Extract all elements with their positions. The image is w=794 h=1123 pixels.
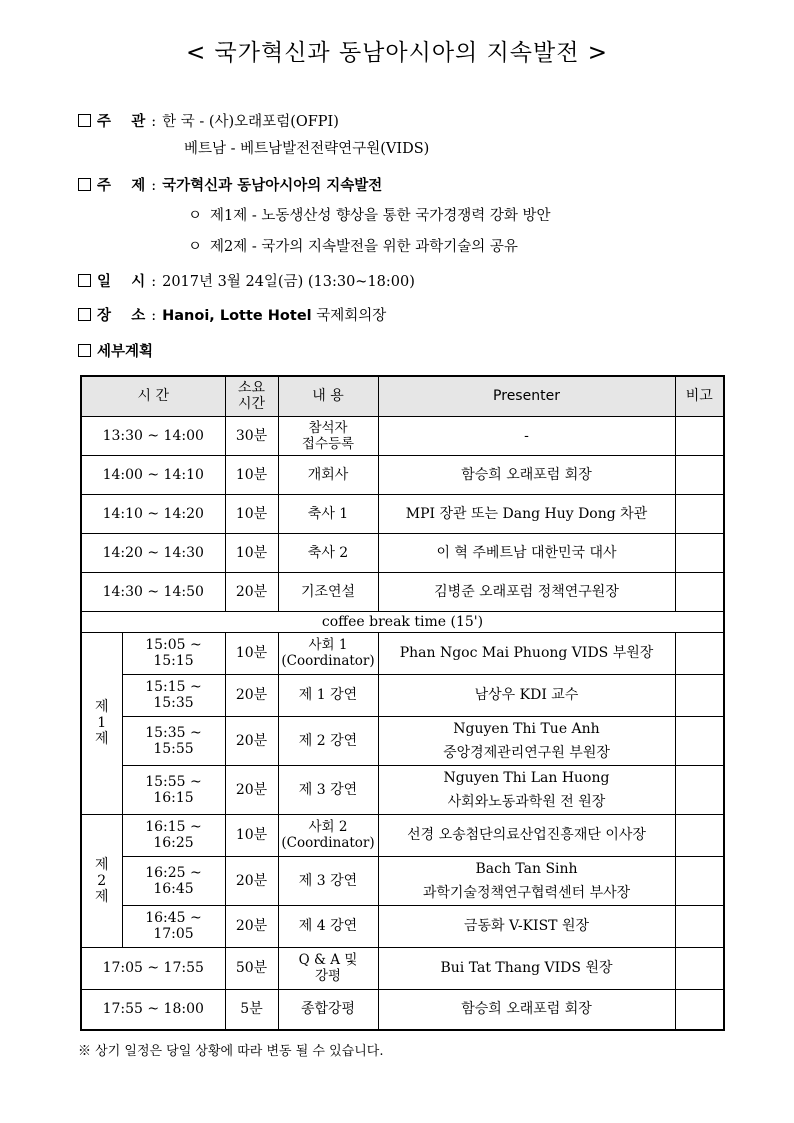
table-row: 17:05 ~ 17:55 50분 Q & A 및 강평 Bui Tat Thang VIDS 원장 xyxy=(81,947,724,989)
theme-sub1: 제1제 - 노동생산성 향상을 통한 국가경쟁력 강화 방안 xyxy=(210,208,551,224)
checkbox-square-icon xyxy=(78,274,91,287)
table-row: 13:30 ~ 14:00 30분 참석자 접수등록 - xyxy=(81,416,724,455)
header-note: 비고 xyxy=(675,376,724,416)
checkbox-square-icon xyxy=(78,178,91,191)
header-time: 시 간 xyxy=(81,376,225,416)
bullet-circle-icon: ㅇ xyxy=(188,208,203,224)
table-row: 14:10 ~ 14:20 10분 축사 1 MPI 장관 또는 Dang Huy Dong 차관 xyxy=(81,494,724,533)
host-vietnam: 베트남 - 베트남발전전략연구원(VIDS) xyxy=(184,141,430,157)
schedule-table xyxy=(80,375,725,1031)
session2-label: 제 2 제 xyxy=(81,814,122,947)
place-venue: Hanoi, Lotte Hotel xyxy=(162,308,312,324)
header-presenter: Presenter xyxy=(378,376,675,416)
table-row: 15:15 ~ 15:35 20분 제 1 강연 남상우 KDI 교수 xyxy=(81,674,724,716)
table-row: 14:30 ~ 14:50 20분 기조연설 김병준 오래포럼 정책연구원장 xyxy=(81,572,724,611)
footnote: ※ 상기 일정은 당일 상황에 따라 변동 될 수 있습니다. xyxy=(78,1044,384,1059)
place-label: 장 소 xyxy=(97,308,146,324)
host-korea: 한 국 - (사)오래포럼(OFPI) xyxy=(162,114,339,130)
host-label: 주 관 xyxy=(97,114,146,130)
date-row: 일 시 : 2017년 3월 24일(금) (13:30~18:00) xyxy=(78,270,415,291)
place-row: 장 소 : Hanoi, Lotte Hotel 국제회의장 xyxy=(78,304,386,325)
table-row: 14:20 ~ 14:30 10분 축사 2 이 혁 주베트남 대한민국 대사 xyxy=(81,533,724,572)
table-header-row xyxy=(81,376,724,416)
theme-row: 주 제 : 국가혁신과 동남아시아의 지속발전 xyxy=(78,174,382,195)
theme-sub1-row xyxy=(188,204,551,225)
table-row: 16:45 ~ 17:05 20분 제 4 강연 금동화 V-KIST 원장 xyxy=(81,905,724,947)
checkbox-square-icon xyxy=(78,308,91,321)
table-row: 15:35 ~ 15:55 20분 제 2 강연 Nguyen Thi Tue Anh 중앙경제관리연구원 부원장 xyxy=(81,716,724,765)
place-room: 국제회의장 xyxy=(316,308,387,324)
date-value: 2017년 3월 24일(금) (13:30~18:00) xyxy=(162,274,415,290)
header-content: 내 용 xyxy=(278,376,378,416)
table-row: 15:55 ~ 16:15 20분 제 3 강연 Nguyen Thi Lan Huong 사회와노동과학원 전 원장 xyxy=(81,765,724,814)
table-row: 14:00 ~ 14:10 10분 개회사 함승희 오래포럼 회장 xyxy=(81,455,724,494)
table-row: 17:55 ~ 18:00 5분 종합강평 함승희 오래포럼 회장 xyxy=(81,989,724,1030)
date-label: 일 시 xyxy=(97,274,146,290)
table-row: 제 2 제 16:15 ~ 16:25 10분 사회 2 (Coordinator) 선경 오송첨단의료산업진흥재단 이사장 xyxy=(81,814,724,856)
theme-sub2-row xyxy=(188,235,518,256)
bullet-circle-icon: ㅇ xyxy=(188,239,203,255)
checkbox-square-icon xyxy=(78,344,91,357)
header-duration: 소요 시간 xyxy=(225,376,278,416)
theme-sub2: 제2제 - 국가의 지속발전을 위한 과학기술의 공유 xyxy=(210,239,518,255)
theme-main: 국가혁신과 동남아시아의 지속발전 xyxy=(162,178,383,194)
table-row: 제 1 제 15:05 ~ 15:15 10분 사회 1 (Coordinator) Phan Ngoc Mai Phuong VIDS 부원장 xyxy=(81,632,724,674)
session1-label: 제 1 제 xyxy=(81,632,122,814)
host-row: 주 관 : 한 국 - (사)오래포럼(OFPI) xyxy=(78,110,339,131)
page-title: < 국가혁신과 동남아시아의 지속발전 > xyxy=(185,40,609,66)
checkbox-square-icon xyxy=(78,114,91,127)
table-row: 16:25 ~ 16:45 20분 제 3 강연 Bach Tan Sinh 과학기술정책연구협력센터 부사장 xyxy=(81,856,724,905)
detail-row xyxy=(78,340,153,361)
detail-label: 세부계획 xyxy=(97,344,154,360)
coffee-break-row: coffee break time (15') xyxy=(81,611,724,632)
theme-label: 주 제 xyxy=(97,178,146,194)
